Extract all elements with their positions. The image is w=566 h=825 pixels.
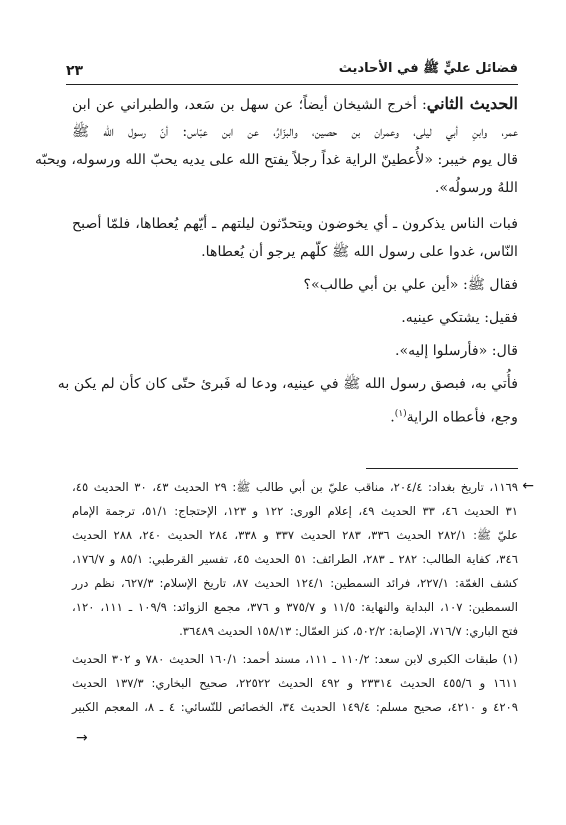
hadith-heading: الحديث الثاني — [426, 94, 518, 113]
text-line: الحديث الثاني: أخرج الشيخان أيضاً؛ عن سهل بن سَعد، والطبراني عن ابن — [72, 94, 518, 113]
footnote-line: ١١٦٩، تاريخ بغداد: ٢٠٤/٤، مناقب عليّ بن أبي طالب ﷺ: ٢٩ الحديث ٤٣، ٣٠ الحديث ٤٥، — [72, 480, 519, 494]
footnote-line: ٣١ الحديث ٤٦، ٣٣ الحديث ٤٩، إعلام الورى: ١٢٢ و ١٢٣، الإحتجاج: ٥١/١، ترجمة الإمام — [72, 504, 518, 518]
next-page-arrow-icon: → — [76, 730, 88, 746]
text-line: فقيل: يشتكي عينيه. — [401, 310, 518, 326]
footnote-reference: (١) — [394, 409, 407, 419]
text-line: فأُتي به، فبصق رسول الله ﷺ في عينيه، ودعا له فَبرئ حتّى كان كأن لم يكن به — [57, 376, 518, 392]
footnote-line: (١) طبقات الكبرى لابن سعد: ١١٠/٢ ـ ١١١، مسند أحمد: ١٦٠/١ الحديث ٧٨٠ و ٣٠٢ الحديث — [72, 652, 518, 666]
text-line: اللهُ ورسولُه». — [434, 180, 518, 196]
footnote-line: ٣٤٦، كفاية الطالب: ٢٨٢ ـ ٢٨٣، الطرائف: ٥١ الحديث ٤٥، تفسير القرطبي: ٨٥/١ و ١٧٦/٧، — [72, 552, 518, 566]
footnote-line: عليّ ﷺ: ٢٨٢/١ الحديث ٣٣٦، ٢٨٣ الحديث ٣٣٧ و ٣٣٨، ٢٨٤ الحديث ٢٤٠، ٢٨٨ الحديث — [72, 528, 518, 542]
text-line: النّاس، غدوا على رسول الله ﷺ كلّهم يرجو أن يُعطاها. — [201, 244, 518, 260]
text-line-content: وجع، فأعطاه الراية — [406, 409, 518, 426]
text-line: قال يوم خيبر: «لأُعطينّ الراية غداً رجلاً يفتح الله على يديه يحبّ الله ورسوله، ويحبّه — [35, 152, 518, 168]
page-number: ٢٣ — [66, 63, 84, 79]
footnote-line: كشف الغمّة: ٢٢٧/١، فرائد السمطين: ١٢٤/١ الحديث ٨٧، تاريخ الإسلام: ٦٢٧/٣، نظم درر — [72, 576, 519, 590]
footnote-line: السمطين: ١٠٧، البداية والنهاية: ١١/٥ و ٣٧٥/٧ و ٣٧٦، مجمع الزوائد: ١٠٩/٩ ـ ١١١، ١٢٠، — [72, 600, 518, 614]
text-line: عمر، وابنِ أبي ليلى، وعمران بن حصين، والبزّارُ، عن ابن عبّاس: أنّ رسول الله ﷺ — [72, 124, 518, 140]
text-line: فبات الناس يذكرون ـ أي يخوضون ويتحدّثون ليلتهم ـ أيّهم يُعطاها، فلمّا أصبح — [72, 216, 518, 232]
text-line: فقال ﷺ: «أين علي بن أبي طالب»؟ — [303, 277, 518, 293]
footnote-separator — [366, 468, 518, 469]
footnote-line: ١٦١١ و ٤٥٥/٦ الحديث ٢٣٣١٤ و ٤٩٢ الحديث ٢٢٥٢٢، صحيح البخاري: ١٣٧/٣ الحديث — [72, 676, 518, 690]
header-title: فضائل عليٍّ ﷺ في الأحاديث — [338, 61, 518, 76]
text-line: قال: «فأرسلوا إليه». — [394, 343, 518, 359]
text-line: وجع، فأعطاه الراية$^{(١)}$. — [390, 409, 518, 426]
continued-arrow-icon: ← — [522, 478, 534, 494]
running-header — [66, 58, 518, 85]
text-line-content: أخرج الشيخان أيضاً؛ عن سهل بن سَعد، والطبراني عن ابن — [72, 97, 417, 113]
footnote-line: ٤٢٠٩ و ٤٢١٠، صحيح مسلم: ١٤٩/٤ الحديث ٣٤، الخصائص للنّسائي: ٤ ـ ٨، المعجم الكبير — [72, 700, 519, 714]
footnote-line: فتح الباري: ٧١٦/٧، الإصابة: ٥٠٢/٢، كنز العمّال: ١٥٨/١٣ الحديث ٣٦٤٨٩. — [179, 624, 518, 638]
